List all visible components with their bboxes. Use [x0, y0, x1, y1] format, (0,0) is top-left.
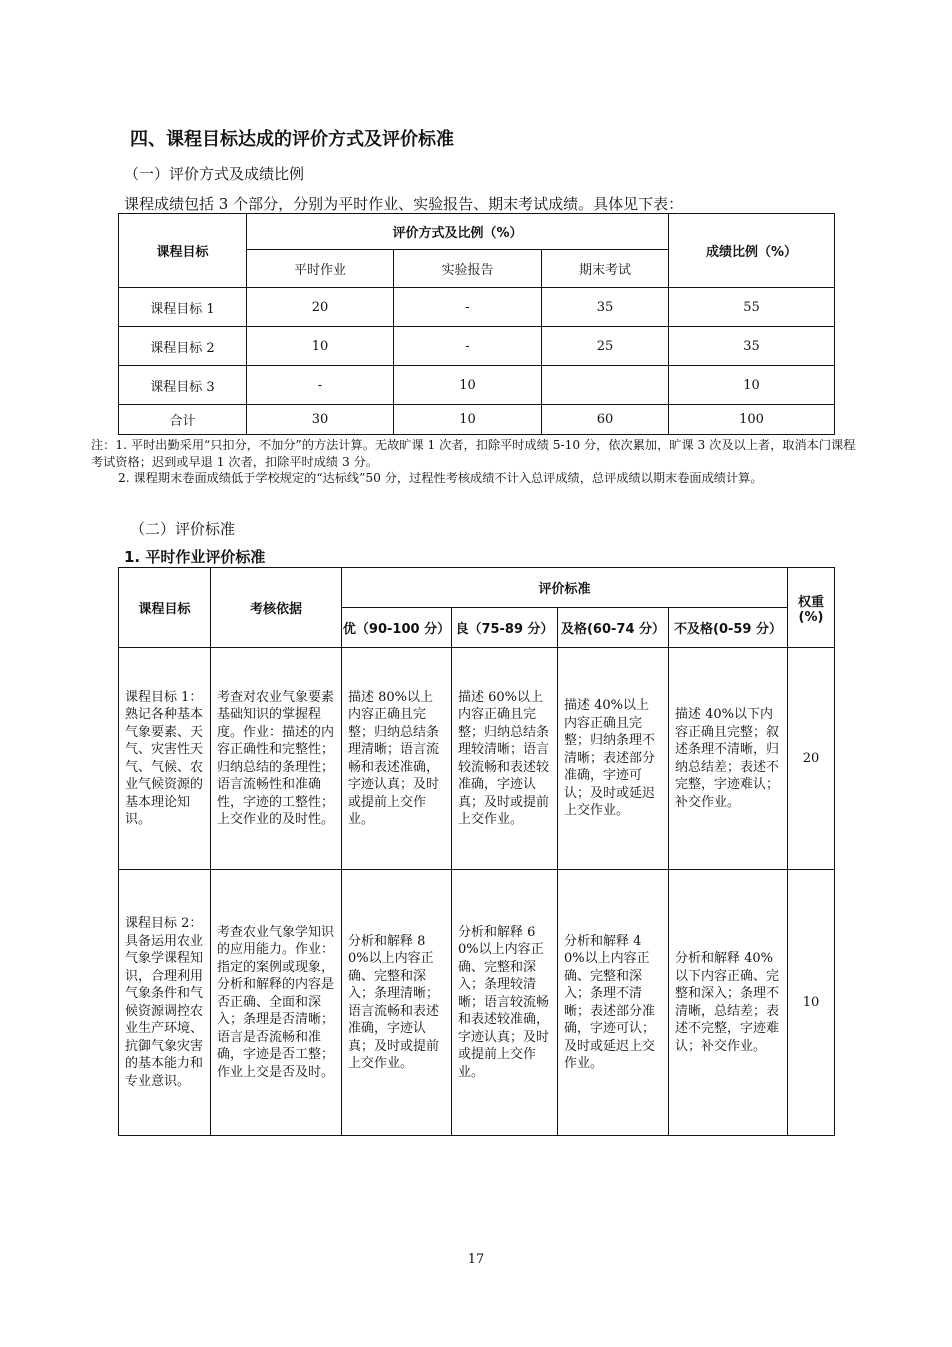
assessment-basis-cell: 考查对农业气象要素基础知识的掌握程度。作业：描述的内容正确性和完整性；归纳总结的条理性；语言流畅性和准确性，字迹的工整性；上交作业的及时性。: [211, 648, 342, 870]
subsection-title-criteria: （二）评价标准: [130, 520, 236, 538]
table-row: [119, 288, 835, 327]
table-cell: 30: [247, 405, 394, 435]
weight-cell: 10: [788, 870, 835, 1136]
table-cell: 课程目标 2: [119, 327, 247, 366]
table-cell: 35: [542, 288, 669, 327]
header-grade-fail: 不及格(0-59 分）: [669, 608, 788, 648]
course-goal-cell: 课程目标 2：具备运用农业气象学课程知识，合理利用气象条件和气候资源调控农业生产环境、抗御气象灾害的基本能力和专业意识。: [119, 870, 211, 1136]
assessment-basis-cell: 考查农业气象学知识的应用能力。作业：指定的案例或现象，分析和解释的内容是否正确、全面和深入；条理是否清晰；语言是否流畅和准确，字迹是否工整；作业上交是否及时。: [211, 870, 342, 1136]
header-assessment-basis: 考核依据: [211, 568, 342, 648]
table-cell: 20: [247, 288, 394, 327]
table-row: [119, 327, 835, 366]
table-cell: 100: [669, 405, 835, 435]
note-2: 2. 课程期末卷面成绩低于学校规定的“达标线”50 分，过程性考核成绩不计入总评成绩，总评成绩以期末卷面成绩计算。: [118, 471, 763, 485]
table-cell: 10: [394, 405, 542, 435]
table-cell: 60: [542, 405, 669, 435]
header-lab-report: 实验报告: [394, 250, 542, 288]
score-ratio-table: [118, 213, 835, 435]
header-grade-excellent: 优（90-100 分）: [342, 608, 452, 648]
header-final-exam: 期末考试: [542, 250, 669, 288]
course-goal-cell: 课程目标 1：熟记各种基本气象要素、天气、灾害性天气、气候、农业气候资源的基本理论知识。: [119, 648, 211, 870]
intro-paragraph: 课程成绩包括 3 个部分，分别为平时作业、实验报告、期末考试成绩。具体见下表：: [124, 195, 684, 213]
grade-excellent-cell: 分析和解释 80%以上内容正确、完整和深入；条理清晰；语言流畅和表述准确，字迹认真；及时或提前上交作业。: [342, 870, 452, 1136]
table-cell: 合计: [119, 405, 247, 435]
homework-criteria-table: [118, 567, 835, 1136]
table-row: [119, 870, 835, 1136]
header-weight: 权重(%): [788, 568, 835, 648]
grade-excellent-cell: 描述 80%以上内容正确且完整；归纳总结条理清晰；语言流畅和表述准确，字迹认真；及时或提前上交作业。: [342, 648, 452, 870]
table-cell: -: [394, 288, 542, 327]
header-course-goal: 课程目标: [119, 568, 211, 648]
table-cell: -: [394, 327, 542, 366]
page-number: 17: [467, 1252, 485, 1267]
header-course-goal: 课程目标: [119, 214, 247, 288]
subsection-title-homework-criteria: 1. 平时作业评价标准: [124, 548, 266, 566]
grade-good-cell: 描述 60%以上内容正确且完整；归纳总结条理较清晰；语言较流畅和表述较准确，字迹认真；及时或提前上交作业。: [452, 648, 558, 870]
table-cell: 课程目标 3: [119, 366, 247, 405]
header-grade-pass: 及格(60-74 分）: [558, 608, 669, 648]
grade-good-cell: 分析和解释 60%以上内容正确、完整和深入；条理较清晰；语言较流畅和表述较准确，字迹认真；及时或提前上交作业。: [452, 870, 558, 1136]
header-evaluation-method: 评价方式及比例（%）: [247, 214, 669, 250]
table-cell: 10: [669, 366, 835, 405]
grade-fail-cell: 描述 40%以下内容正确且完整；叙述条理不清晰，归纳总结差；表述不完整，字迹难认；补交作业。: [669, 648, 788, 870]
header-evaluation-standard: 评价标准: [342, 568, 788, 608]
table-notes: [91, 437, 863, 487]
table-row: [119, 366, 835, 405]
table-row: [119, 648, 835, 870]
table-cell: 课程目标 1: [119, 288, 247, 327]
grade-pass-cell: 分析和解释 40%以上内容正确、完整和深入；条理不清晰；表述部分准确，字迹可认；及时或延迟上交作业。: [558, 870, 669, 1136]
section-heading: 四、课程目标达成的评价方式及评价标准: [130, 129, 454, 150]
subsection-title-evaluation-method: （一）评价方式及成绩比例: [124, 165, 305, 183]
table-cell: 10: [394, 366, 542, 405]
table-cell: 25: [542, 327, 669, 366]
table-cell: -: [247, 366, 394, 405]
table-cell: 35: [669, 327, 835, 366]
header-grade-good: 良（75-89 分）: [452, 608, 558, 648]
table-cell: [542, 366, 669, 405]
table-cell: 55: [669, 288, 835, 327]
grade-fail-cell: 分析和解释 40%以下内容正确、完整和深入；条理不清晰，总结差；表述不完整，字迹难认；补交作业。: [669, 870, 788, 1136]
table-cell: 10: [247, 327, 394, 366]
table-row-total: [119, 405, 835, 435]
header-homework: 平时作业: [247, 250, 394, 288]
note-1: 注：1. 平时出勤采用“只扣分，不加分”的方法计算。无故旷课 1 次者，扣除平时成绩 5-10 分，依次累加，旷课 3 次及以上者，取消本门课程考试资格；迟到或早退 1 次者，扣除平时成绩 3 分。: [91, 438, 856, 469]
header-score-ratio: 成绩比例（%）: [669, 214, 835, 288]
grade-pass-cell: 描述 40%以上内容正确且完整；归纳条理不清晰；表述部分准确，字迹可认；及时或延迟上交作业。: [558, 648, 669, 870]
weight-cell: 20: [788, 648, 835, 870]
